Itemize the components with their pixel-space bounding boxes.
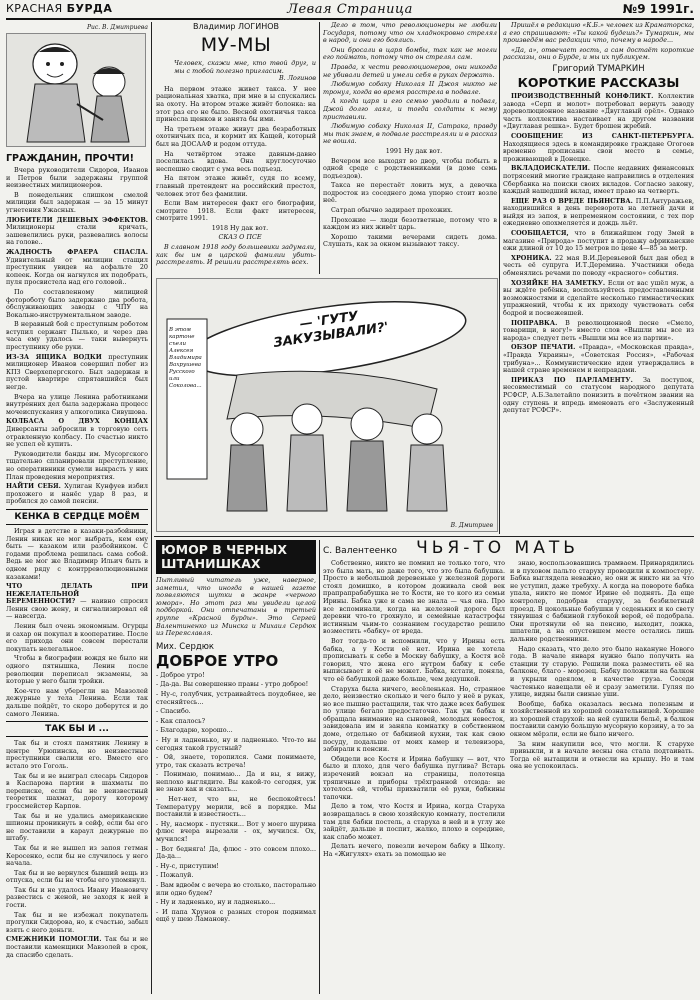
paragraph: Так бы и стоял памятник Ленину в центре Урюпинска, но неизвестные преступники свалили его. Вместо его встало это Гоголь. xyxy=(6,739,148,770)
paragraph: Диверсанты забросили в торговую сеть отравленную колбасу. По счастью никто не успел её купить. xyxy=(6,425,148,449)
paragraph: В неравный бой с преступным роботом вступил сержант Пылько, и через два часа ему удалось — таки вывернуть преступнику обе руки. xyxy=(6,320,148,352)
subheading: ЖАДНОСТЬ ФРАЕРА СПАСЛА. xyxy=(6,247,148,256)
paragraph: На третьем этаже живут два безработных охотничьих пса, и кормит их Кащей, который был на ДОСААФ и родом оттуда. xyxy=(156,124,316,148)
story-title: ХРОНИКА. xyxy=(511,253,552,262)
dialogue-lines xyxy=(156,672,316,924)
cartoon-illustration-policemen xyxy=(6,33,146,147)
section-divider xyxy=(154,536,694,537)
dialogue-line: - Ну и ладненько, ну и ладненько. Что-то вы сегодня такой грустный? xyxy=(156,735,316,752)
box-title-tak-by: ТАК БЫ И ... xyxy=(6,721,148,737)
article-title: ДОБРОЕ УТРО xyxy=(156,651,279,670)
article-title: МУ-МЫ xyxy=(200,34,272,56)
column-divider xyxy=(319,540,320,994)
mumy-continuation xyxy=(323,22,497,274)
story-title: ПРИКАЗ ПО ПАРЛАМЕНТУ. xyxy=(511,375,633,384)
humor-intro: Пытливый читатель уже, наверное, заметил, что иногда в нашей газете появляются шутки в жанре «черного юмора». Но этот раз мы увидели целой подборкой. Они отпечатаны в третьей группе «Красной бурды». Это Сергей Валентиненко из Минска и Михаил Сердюк из Переяславля. xyxy=(156,576,316,638)
paragraph: Старуха была ничего, весёленькая. Но, странное дело, неизвестно сколько и чего было у неё в руках, но все пышно растащили, так что даже всех бабушек по улице бегало предостаточно. Так уж бабка и обращала внимание на сыновей, молодых невесток, завидовала им и заняла комнатку в собственном доме, отдельно от бабкиной кухни, так как свою посуду, подальше от моих камер и телевизора, забирали к пенсии. xyxy=(323,684,505,754)
article-author: Мих. Сердюк xyxy=(156,641,215,652)
paragraph: Вечером все выходят во двор, чтобы побыть в одной среде с родственниками (в доме семь подъездов). xyxy=(323,156,497,180)
story-title: СООБЩЕНИЕ ИЗ САНКТ-ПЕТЕРБУРГА. xyxy=(511,131,694,140)
story-title: ПРОИЗВОДСТВЕННЫЙ КОНФЛИКТ. xyxy=(511,91,654,100)
story-text: За поступок, несовместимый со статусом народного депутата РСФСР, А.Б.Залетайло понизить в почётном звании на одну ступень и впредь именовать его «Заслуженный депутат РСФСР». xyxy=(503,375,694,415)
chya-column-1 xyxy=(323,560,505,994)
story-text: что в ближайшем году Змей в магазине «Природа» поступит в продажу африканские ежи длиной от 10 до 15 метров по цене 4—85 за метр. xyxy=(503,229,694,253)
year-marker: 1991 Ну дак вот. xyxy=(385,146,443,155)
paragraph: Руководители банды им. Мусоргского тщательно спланировали преступление, но оперативники сумели выкрасть у них План проведения мероприятия. xyxy=(6,449,148,481)
left-column xyxy=(6,24,148,994)
short-stories xyxy=(503,93,694,415)
masthead-word-1: КРАСНАЯ xyxy=(6,2,63,15)
paragraph: На пятом этаже живёт, судя по всему, главный претендент на российский престол, человек этот без фамилии. xyxy=(156,174,316,198)
dialogue-line: - Как спалось? xyxy=(156,716,206,725)
dialogue-line: - Ой, знаете, торопился. Сами понимаете, утро, так сказать встреча! xyxy=(156,753,316,769)
column-divider xyxy=(499,22,500,534)
paragraph: Надо сказать, что дело это было накануне Нового года. В начале января нужно было получить на станции ту старую. Решили пока разместить её на балконе, благо - морозец. Бабку положили на балкон и укрыли одеялом, в качестве груза. Соседи частенько навещали её и сразу заметили. Гуляя по улице, видны были свиные уши. xyxy=(510,644,694,699)
paragraph: Так бы и не удалось Ивану Ивановичу развестись с женой, не заходя к ней в гости. xyxy=(6,885,148,910)
paragraph: Удивительный от милиции стащил преступник увидев на асфальте 20 копеек. Когда он нагнулся их подобрать, пуля просвистела над его головой.. xyxy=(6,255,148,287)
paragraph: Кое-что нам уберегли на Мавзолей дежурные у тела Ленина. Если так дальше пойдёт, то скоро доберутся и до самого Ленина. xyxy=(6,686,148,718)
dialogue-line: - Ну, насморк - пустяки... Вот у моего шурина флюс вчера вырезали - ох, мучился. Ох, мучился! xyxy=(156,819,316,844)
paragraph: В понедельник слишком смелой милиции был задержан — за 15 минут угнетения Ужасных. xyxy=(6,190,148,214)
speech-bubble-text: — 'ГУТУ ЗАКУЗЫВАЛИ?' xyxy=(272,309,390,351)
paragraph: Пришёл в редакцию «К.Б.» человек из Краматорска, а его спрашивают: «Ты какой будешь?» Тумаркин, мы произведём вас редакции что, почему в народе... xyxy=(503,22,694,45)
masthead-word-2: БУРДА xyxy=(66,2,113,15)
story-title: ОБЗОР ПЕЧАТИ. xyxy=(511,343,576,352)
paragraph: Так бы и не избежал покупатель прогулки Сидорова, но, к счастью, забыл взять с него деньги. xyxy=(6,910,148,934)
paragraph: По составленному милицией фотороботу было задержано два робота, обслуживающих заводы с ЧПУ на Вокально-инструментальном заводе. xyxy=(6,287,148,319)
subheading: СКАЗ О ПСЕ xyxy=(218,233,262,242)
dialogue-line: - Спасибо. xyxy=(156,707,191,716)
paragraph: На четвёртом этаже давным-давно поселилась вдова. Она круглосуточно неспешно сводит с ума весь подъезд. xyxy=(156,149,316,173)
mumy-article xyxy=(156,22,316,292)
paragraph: Так бы и не поставили каменщики Мавзолей в срок, да спасибо сделать. xyxy=(6,935,148,959)
paragraph: Правда, к чести революционеров, они никогда не убивали детей и умели себя в руках держать. xyxy=(323,62,497,79)
paragraph: Любимую собаку Николая II, Сатрака, правду мы так знаем, в подвале расстреляли и в рассказ не вошла. xyxy=(323,122,497,146)
paragraph: Вчера руководители Сидоров, Иванов и Петров были задержаны группой неизвестных милиционеров. xyxy=(6,166,148,190)
paragraph: Если Вам интересен факт его биографии, смотрите 1918. Если факт интересен, смотрите 1991. xyxy=(156,199,316,223)
story-text: «Правда», «Московская правда», «Правда Украины», «Советская Россия», «Рабочая трибуна»... Коммунистические идеи утверждались в нашей стране временем и неправдами. xyxy=(503,343,694,375)
humor-title: ЮМОР В ЧЕРНЫХ ШТАНИШКАХ xyxy=(161,542,287,571)
paragraph: Так бы и не удались американские шпионы проникнуть в сейф, если бы его не поставили в караул дежурные по штабу. xyxy=(6,811,148,843)
story-text: Находящиеся здесь в командировке граждане Огогоев временно прописаны свои место в семье, проживающей в Донецке. xyxy=(503,139,694,163)
left-main-title: ГРАЖДАНИН, ПРОЧТИ! xyxy=(6,153,135,164)
humor-section xyxy=(156,540,316,994)
story-title: ВКЛАДОИСКАТЕЛИ. xyxy=(511,164,591,173)
tak-by-stories xyxy=(6,740,148,959)
dialogue-line: - Ну-с, приступим! xyxy=(156,861,219,870)
paragraph: Такса не перестаёт ловить мух, а девочка подросток из соседнего дома упорно стоит возле неё. xyxy=(323,181,497,205)
column-divider xyxy=(151,22,152,994)
paragraph: Хорошо такими вечерами сидеть дома. Слушать, как за окном вызывают таксу. xyxy=(323,232,497,249)
year-marker: 1918 Ну дак вот. xyxy=(211,223,269,232)
article-title: ЧЬЯ-ТО МАТЬ xyxy=(416,538,579,558)
dialogue-line: - Да-да. Вы совершенно правы - утро доброе! xyxy=(156,680,309,689)
paragraph: «Да, а», отвечает гость, а сам достаёт короткие рассказы, они о Бурде, и мы их публикуем. xyxy=(503,45,694,62)
paragraph: Хулиган Кунфуев избил прохожего и нанёс удар 8 раз, и пробился до самой пенсии. xyxy=(6,482,148,506)
paragraph: А когда царя и его семью уводили в подвал, Джой долго лаял, и тогда солдаты к нему приставили. xyxy=(323,97,497,121)
issue-number: №9 1991г. xyxy=(622,2,694,16)
page-header xyxy=(6,2,694,20)
article-title: КОРОТКИЕ РАССКАЗЫ xyxy=(517,74,680,90)
article-author: С. Валентеенко xyxy=(323,546,398,556)
dialogue-line: - Доброе утро! xyxy=(156,670,205,679)
paragraph: Милиционеры стали кричать, зашевелились руки, развевались волосы на голове.. xyxy=(6,223,148,247)
paragraph: В славном 1918 году большевики задумали, как бы им в царской фамилии убить-расстрелять. И решили расстрелять всех. xyxy=(156,243,316,267)
subheading: НАЙТИ СЕБЯ. xyxy=(6,482,61,491)
paragraph: Вчера на улице Ленина работниками внутренних дел была задержана процесс мочеиспускания у алкоголика Сивушова. xyxy=(6,392,148,416)
paragraph: Играя в детстве в казаки-разбойники, Ленин никак не мог выбрать, кем ему быть — казаком или разбойником. С годами проблема решилась сама собой. Ведь не мог же Владимир Ильич быть в одном ряду с контрреволюционными казаками! xyxy=(6,526,148,581)
paragraph: Вот тогда-то и вспомнили, что у Ирины есть бабка, а у Кости её нет. Ирина не хотела прописывать к себе в Москву бабушку, а Костя всё говорил, что жена его нутром бабку к себе выписывает и её не может. Бабка, кстати, поняла, что её бабушкой даже больше, чем дедушкой. xyxy=(323,636,505,683)
section-title: Левая Страница xyxy=(287,2,413,17)
paragraph: Вообще, бабка оказалась весьма полезным и хозяйственной из хорошей сознательницей. Хорошие из хорошей старухой: на ней сушили бельё, в балкон поставили самую большую мусорную корзину, а то за окном мёрзли, если не было ничего. xyxy=(510,699,694,739)
lenin-stories xyxy=(6,528,148,718)
story-title: ПОПРАВКА. xyxy=(511,318,558,327)
box-title-lenin: КЕНКА В СЕРДЦЕ МОЁМ xyxy=(6,509,148,525)
dialogue-line: - Ну-с, голубчик, устраивайтесь поудобнее, не стесняйтесь... xyxy=(156,689,316,706)
paragraph: Так бы и не вернулся бывший вещь из отпуска, если бы не чтобы его упомянул. xyxy=(6,868,148,885)
subheading: ЧТО ДЕЛАТЬ ПРИ НЕЖЕЛАТЕЛЬНОЙ БЕРЕМЕННОСТИ? xyxy=(6,582,148,606)
dialogue-line: - И папа Хрунов с разных сторон поднимал ещё у шею Ламанову. xyxy=(156,907,316,924)
column-divider xyxy=(319,22,320,274)
paragraph: Обидели все Костя и Ирина бабушку — вот, что было и плохо, для чего бабушка пуглива? Встарь изречений вокзал на страницы, полотенца тряпичные и приборы трёхгранной отсюда: не хотелось ей, чтобы прихватили её руки, бабкины тапочки. xyxy=(323,754,505,801)
humor-header-box xyxy=(156,540,316,574)
cartoon-side-note: В этом картоне съели Алексея Владимира Вахрушева Русского или Соколова... xyxy=(169,327,202,389)
tumarkin-article xyxy=(503,22,694,532)
article-author: Владимир ЛОГИНОВ xyxy=(192,22,280,31)
chya-column-2 xyxy=(510,560,694,994)
dialogue-line: - Нет-нет, что вы, не беспокойтесь! Температуру мерили, всё в порядке. Мы поставили в известность... xyxy=(156,795,316,819)
dialogue-line: - Пожалуй. xyxy=(156,871,194,880)
paragraph: — наивно спросил Ленин свою жену, и сигнализировал ей — навсегда. xyxy=(6,597,148,621)
story-text: Если от вас ушёл муж, а вы ждёте ребёнка, воспользуйтесь предоставленными возможностями и сделайте несколько гимнастических упражнений, чтобы к их приходу чувствовать себя бодрой и посвежевшей. xyxy=(503,278,694,317)
paragraph: Ленин был очень экономным. Огурцы и сахар он покупал в кооперативе. После его прихода они совсем перестали покупать нелегальное. xyxy=(6,622,148,653)
article-author: Григорий ТУМАРКИН xyxy=(552,63,645,74)
story-text: Коллектив завода «Серп и молот» потребовал вернуть заводу дореволюционное название «Двуглавый орёл». Однако часть коллектива настаивает на другом названии «Двуглавая решка». Будет брошен жребий. xyxy=(503,91,694,131)
paragraph: Дело в том, что Костя и Ирина, когда Старуха возвращалась в свою хозяйскую комнату, постелили там для бабки постель, а старуха в ней и в углу же зайдёт, дальше и поспит, жалко, плохо в середине, как слабо может. xyxy=(323,802,505,841)
story-title: ХОЗЯЙКЕ НА ЗАМЕТКУ. xyxy=(511,278,606,287)
subheading: ЛЮБИТЕЛИ ДЕШЕВЫХ ЭФФЕКТОВ. xyxy=(6,215,148,224)
paragraph: Так бы и не вышел из запоя гетман Керосенко, если бы не случилось у него начала. xyxy=(6,843,148,868)
dialogue-line: - Вот бедняга! Да, флюс - это совсем плохо... Да-да... xyxy=(156,844,316,861)
subheading: КОЛБАСА О ДВУХ КОНЦАХ xyxy=(6,417,148,426)
story-title: ЕЩЕ РАЗ О ВРЕДЕ ПЬЯНСТВА. xyxy=(511,196,633,205)
paragraph: Так бы и не выиграл слесарь Сидоров в Каспарова партии в шахматы по переписке, если бы не неизвестный теоретик шахмат, дорогу которому гроссмейстер Карпов. xyxy=(6,771,148,810)
paragraph: На первом этаже живет такса. У нее рациональная хватка, при мне в ы спускались на охоту. На втором этаже живёт болонка: на этот раз его не было. Весной охотничья такса принесла щенков и занята бы ими. xyxy=(156,84,316,124)
mumy-text xyxy=(156,86,316,267)
paragraph: знаю, воспользовавшись трамваем. Принарядились и в пуховом пальто старуху проводили к компостеру. Бабка выглядела неважно, но они ж никто ни за что не уступил, даже требуху. А когда на повороте бабка упала, никто не помог Ирине её поднять. Да еще контролер, подобрав старуху, за безбилетный проезд. В цокольные бабушки у седеньких и ко свету тянувшая с бабкиной глубокой верой, её подобрала. Они протянули её на пенсию, выходит, ложка, шпатели, а на опустевшем месте остались лишь дальние родственники. xyxy=(510,560,694,643)
dialogue-line: - Ну и ладненько, ну и ладненько... xyxy=(156,898,276,907)
subheading: ИЗ-ЗА ЯЩИКА ВОДКИ xyxy=(6,352,102,361)
paragraph: Дело в том, что революционеры не любили Государя, потому что он хладнокровно стрелял в народ, и они его боялись. xyxy=(323,22,497,45)
intro-text xyxy=(503,22,694,62)
illustration-credit: Рис. В. Дмитриева xyxy=(86,24,148,31)
subheading: СМЕЖНИКИ ПОМОГЛИ. xyxy=(6,935,102,944)
mumy-italic-text xyxy=(323,22,497,146)
left-news-text xyxy=(6,167,148,506)
paragraph: Делать нечего, повезли вечером бабку в Школу. На «Жигулях» ехать за помощью не xyxy=(323,842,505,858)
mumy-plain-text xyxy=(323,148,497,249)
paragraph: Они бросали в царя бомбы, так как не могли его поймать, потому что он стрелял сам. xyxy=(323,45,497,62)
dialogue-line: - Благодарю, хорошо... xyxy=(156,726,233,735)
paragraph: преступник милиционер Иванов совершил побег из КПЗ Сверхепергского. Был задержан в пустой квартире спрятавшийся был негде. xyxy=(6,352,148,392)
story-title: СООБЩАЕТСЯ, xyxy=(511,229,569,238)
paragraph: Прохожие — люди безответные, потому что в каждом из них живёт царь. xyxy=(323,215,497,232)
epigraph-source: В. Логинов xyxy=(278,74,316,83)
cartoon-credit: В. Дмитриев xyxy=(450,522,493,529)
story-text: П.П.Антуражьев, находившийся в день переворота на летней дачи и выйдя из запоя, в непременном состоянии, с тех пор ежедневно опохмеляется и дождь льёт. xyxy=(503,196,694,228)
story-text: В революционной песне «Смело, товарищи, в ногу!» вместо слов «Вышли мы все из народа» следует петь «Вышли мы все из партии». xyxy=(503,318,694,342)
chya-header xyxy=(323,538,694,558)
paragraph: Любимую собаку Николая II Джоя никто не тронул, когда во время расстрела в подвале. xyxy=(323,80,497,96)
epigraph: Человек, скажи мне, кто твой друг, и мы с тобой полезно пригласим. xyxy=(174,59,316,75)
dialogue-line: - Понимаю, понимаю... Да и вы, я вижу, неплохо выглядите. Вы какой-то сегодня, уж не знаю как и сказать... xyxy=(156,770,316,794)
story-text: После недавних финансовых потрясений многие граждане направились в отделения Сбербанка на поиски своих вкладов. Согласно закону, каждый нашедший вклад, имеет право на четверть. xyxy=(503,164,694,196)
paragraph: Чтобы в биографии вождя не было ни одного пятнышка, Ленин после революции переписал экзамены, за которые у него были тройки. xyxy=(6,654,148,686)
paragraph: Сатрап обычно задирает прохожих. xyxy=(331,206,453,215)
cartoon-dinner xyxy=(156,278,498,532)
paragraph: За ним накупили все, что могли. К старухе привыкли, и в начале весны она стала подтаивать. Тогда её вытащили и отнесли на крышу. Но и там она не успокоилась. xyxy=(510,739,694,771)
story-text: 22 мая В.И.Деревьевой был дан обед в честь её супруга И.Т.Деремина. Участники обеда обменялись речами по поводу «красного» события. xyxy=(503,253,694,278)
dialogue-line: - Вам вдвоём с вечера во столько, пасторально или одно будем? xyxy=(156,881,316,897)
policemen-drawing xyxy=(7,34,145,146)
paragraph: Собственно, никто не помнил не только того, что это была мать, но даже того, что это была бабушка. Просто в небольшой деревеньке у железной дороги стоял домишко, в котором доживала свой век прапрапрабабушка не то Кости, не то кого из семьи Ирины. Бабка уже и сама не знала — чья она. Про все вспоминали, когда на железной дороге был деревни что-то грохнуло, и семейные катастрофы истинным чьим-то сознанием государство решило возместить «бабку» от вреда. xyxy=(323,560,505,636)
